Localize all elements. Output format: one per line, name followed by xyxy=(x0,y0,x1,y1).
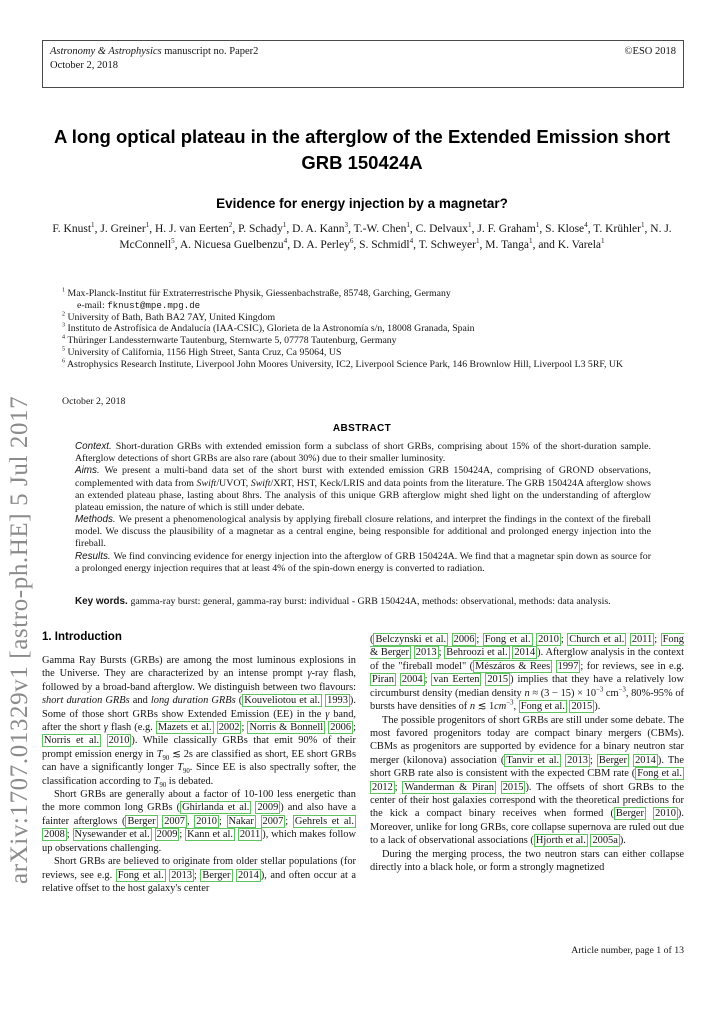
text-run: Methods. xyxy=(75,514,119,526)
affiliation-list xyxy=(62,288,670,370)
text-run: 1 xyxy=(282,221,287,230)
citation-link[interactable]: 2010 xyxy=(538,634,559,645)
text-run: −3 xyxy=(618,686,626,694)
citation-link[interactable]: 2005a xyxy=(592,835,618,847)
text-run: ) and also have a fainter afterglows ( xyxy=(42,802,356,827)
text-run: The possible progenitors of short GRBs are still under some debate. The most favored progenitors today are compact binary mergers (CBMs). CBMs as progenitors are supported by evidence for a binary neutron star merger (kilonova) association ( xyxy=(370,714,684,766)
text-run: ≲ 1 xyxy=(475,701,495,713)
affiliation-number: 5 xyxy=(62,346,66,353)
text-run xyxy=(101,735,106,746)
text-run: /XRT, HST, Keck/LRIS and data points from the literature. The GRB 150424A afterglow shows an extended plateau phase, lasting about 8hrs. The analysis of this unique GRB afterglow might shed light on the understanding of afterglow plateau emission, the nature of which is still under debate. xyxy=(75,477,651,513)
author-list xyxy=(47,221,677,254)
citation-link[interactable]: Piran xyxy=(372,674,394,686)
text-run: , 80%-95% of bursts have densities of xyxy=(370,687,684,713)
text-run: , and K. Varela xyxy=(532,239,602,252)
text-run: ; xyxy=(654,634,661,645)
text-run xyxy=(496,782,501,793)
text-run: /UVOT, xyxy=(216,477,251,489)
affiliation-line xyxy=(62,311,670,324)
paragraph xyxy=(42,855,356,895)
right-column-text xyxy=(370,633,684,875)
citation-link[interactable]: Church et al. xyxy=(569,634,625,645)
text-run: Aims. xyxy=(75,465,105,477)
abstract-body xyxy=(75,441,651,575)
citation-link[interactable]: Kann et al. xyxy=(187,829,233,841)
header-date: October 2, 2018 xyxy=(50,60,118,72)
text-run: ; for reviews, see in e.g. xyxy=(580,660,684,672)
text-run: , xyxy=(186,815,195,827)
citation-link[interactable]: Fong et al. xyxy=(117,869,164,881)
text-run: −3 xyxy=(596,686,604,694)
citation-link[interactable]: Berger xyxy=(615,808,645,820)
text-run: University of California, 1156 High Street, Santa Cruz, Ca 95064, US xyxy=(67,346,342,358)
text-run: ; xyxy=(194,869,201,881)
citation-link[interactable]: 2010 xyxy=(196,815,217,827)
paper-title: A long optical plateau in the afterglow of the Extended Emission short GRB 150424A xyxy=(53,126,671,173)
citation-link[interactable]: Nysewander et al. xyxy=(74,829,150,841)
text-run: We find convincing evidence for energy injection into the afterglow of GRB 150424A. We find that a magnetar spin down as source for a prolonged energy injection requires that at least 4% of the spin-down energy is converted to radiation. xyxy=(75,550,651,574)
text-run: Results. xyxy=(75,550,114,562)
text-run: , A. Nicuesa Guelbenzu xyxy=(174,239,284,252)
text-run: ). Moreover, unlike for long GRBs, core collapse supernova are ruled out due to a lack of observational associations ( xyxy=(370,808,684,847)
citation-link[interactable]: Fong & Berger xyxy=(370,634,684,659)
text-run: n xyxy=(469,701,476,713)
text-run: 2 xyxy=(228,221,233,230)
citation-link[interactable]: 2006 xyxy=(330,721,352,733)
text-run: , xyxy=(513,701,519,713)
citation-link[interactable]: Berger xyxy=(202,869,231,881)
affiliation-item xyxy=(62,347,670,359)
text-run: Short GRBs are believed to originate from older stellar populations (for reviews, see e.g. xyxy=(42,856,356,881)
text-run: Key words. xyxy=(75,596,131,607)
text-run: ; xyxy=(66,829,73,841)
text-run: 1 xyxy=(601,237,605,246)
citation-link[interactable]: Fong et al. xyxy=(637,768,682,780)
text-run: . Since EE is also spectrally softer, the classification according to xyxy=(42,762,356,787)
text-run: ). xyxy=(594,701,601,713)
citation-link[interactable]: 2015 xyxy=(571,701,593,713)
citation-link[interactable]: Ghirlanda et al. xyxy=(182,802,250,814)
text-run: , J. F. Graham xyxy=(471,223,536,235)
text-run: 1 xyxy=(640,221,645,230)
text-run: 1 xyxy=(529,237,533,246)
citation-link[interactable]: Belczynski et al. xyxy=(375,634,447,645)
affiliation-line xyxy=(62,346,670,359)
text-run: , D. A. Perley xyxy=(287,239,350,252)
citation-link[interactable]: 1997 xyxy=(557,660,579,672)
text-run: fknust@mpe.mpg.de xyxy=(107,299,201,311)
citation-link[interactable]: 2010 xyxy=(655,808,676,820)
affiliation-line xyxy=(62,334,670,347)
text-run: ; xyxy=(353,721,356,733)
text-run: long duration GRBs xyxy=(150,695,236,707)
citation-link[interactable]: 2008 xyxy=(44,829,65,841)
text-run: Instituto de Astrofísica de Andalucía (IAA-CSIC), Glorieta de la Astronomía s/n, 18008 Granada, Spain xyxy=(67,323,475,335)
paragraph xyxy=(42,654,356,788)
text-run: Context. xyxy=(75,441,116,452)
citation-link[interactable]: Norris & Bonnell xyxy=(249,721,324,733)
abstract-heading: ABSTRACT xyxy=(332,423,392,434)
header-left xyxy=(50,45,258,73)
affiliation-item xyxy=(62,288,670,312)
citation-link[interactable]: 2011 xyxy=(631,634,653,645)
text-run: 5 xyxy=(171,237,175,246)
citation-link[interactable]: 1993 xyxy=(327,695,348,707)
text-run: ; xyxy=(589,754,597,766)
text-run: Short GRBs are generally about a factor of 10-100 less energetic than the more common long GRBs ( xyxy=(42,789,356,814)
paragraph xyxy=(42,788,356,855)
text-run: Max-Planck-Institut für Extraterrestrische Physik, Giessenbachstraße, 85748, Garching, Germany xyxy=(67,288,451,299)
affiliation-number: 1 xyxy=(62,287,66,294)
text-run: University of Bath, Bath BA2 7AY, United Kingdom xyxy=(67,311,276,323)
citation-link[interactable]: Hjorth et al. xyxy=(535,835,586,847)
text-run: 4 xyxy=(409,237,414,246)
citation-link[interactable]: Berger xyxy=(127,815,156,827)
paragraph xyxy=(75,441,651,465)
text-run: ). Some of those short GRBs show Extended Emission (EE) in the xyxy=(42,695,356,720)
text-run: , D. A. Kann xyxy=(286,223,345,235)
text-run: gamma-ray burst: general, gamma-ray burst: individual - GRB 150424A, methods: observational, methods: data analysis. xyxy=(130,596,611,607)
text-run: ≲ 2s are classified as short, EE short GRBs can have a significantly longer xyxy=(42,748,356,774)
citation-link[interactable]: Fong et al. xyxy=(484,634,531,645)
text-run: γ xyxy=(307,668,312,680)
paragraph xyxy=(75,465,651,514)
citation-link[interactable]: Berger xyxy=(598,754,628,766)
affiliation-item xyxy=(62,323,670,335)
citation-link[interactable]: 2006 xyxy=(453,634,475,645)
text-run: T xyxy=(153,775,160,787)
paragraph xyxy=(370,714,684,848)
citation-link[interactable]: 2009 xyxy=(156,829,178,841)
text-run: short duration GRBs xyxy=(42,695,130,707)
text-run: ). While classically GRBs that emit 90% of their prompt emission energy in xyxy=(42,735,356,760)
left-column-text xyxy=(42,654,356,896)
citation-link[interactable]: Gehrels et al. xyxy=(294,815,354,827)
text-run: γ xyxy=(325,708,330,720)
text-run: ; xyxy=(285,815,293,827)
citation-link[interactable]: 2014 xyxy=(238,869,259,881)
citation-link[interactable]: Nakar xyxy=(228,815,254,827)
paper-subtitle: Evidence for energy injection by a magnetar? xyxy=(216,196,508,211)
paragraph xyxy=(75,514,651,551)
text-run: ; xyxy=(241,721,248,733)
text-run: F. Knust xyxy=(52,223,92,235)
citation-link[interactable]: 2013 xyxy=(171,869,193,881)
text-run: γ xyxy=(103,721,108,733)
text-run: ), and often occur at a relative offset to the host galaxy's center xyxy=(42,869,356,894)
eso-copyright: ©ESO 2018 xyxy=(624,46,676,57)
affiliation-number: 6 xyxy=(62,358,66,365)
text-run xyxy=(256,816,261,827)
text-run: 6 xyxy=(349,237,354,246)
text-run: Astrophysics Research Institute, Liverpool John Moores University, IC2, Liverpool Science Park, 146 Brownlow Hill, Liverpool L3 5RF, UK xyxy=(66,358,624,370)
text-run: , H. J. van Eerten xyxy=(149,223,229,235)
citation-link[interactable]: 2014 xyxy=(514,647,536,659)
text-run: 1 xyxy=(91,221,95,230)
affiliation-number: 3 xyxy=(62,323,66,330)
right-column xyxy=(370,630,684,946)
citation-link[interactable]: 2014 xyxy=(635,754,656,766)
text-run: ; xyxy=(560,634,568,645)
affiliation-item xyxy=(62,359,670,371)
text-run: Short-duration GRBs with extended emission form a subclass of short GRBs, comprising about 15% of the short-duration sample. Afterglow detections of short GRBs are also rare (about 30%) due to their smaller luminosity. xyxy=(75,441,651,465)
citation-link[interactable]: 2007 xyxy=(262,815,284,827)
text-run: 90 xyxy=(162,754,170,762)
text-run: ; xyxy=(218,815,227,827)
submission-date: October 2, 2018 xyxy=(62,396,126,407)
text-run: 4 xyxy=(283,237,288,246)
page-number: Article number, page 1 of 13 xyxy=(571,945,684,956)
text-run: During the merging process, the two neutron stars can either collapse directly into a black hole, or form a strongly magnetized xyxy=(370,848,684,874)
text-run: ; xyxy=(438,647,445,659)
citation-link[interactable]: 2013 xyxy=(567,754,588,766)
text-run: 1 xyxy=(535,221,540,230)
text-run: flash (e.g. xyxy=(107,721,156,733)
citation-link[interactable]: Mészáros & Rees xyxy=(475,660,551,672)
left-column xyxy=(42,630,356,946)
citation-link[interactable]: Kouveliotou et al. xyxy=(244,695,320,707)
text-run: 1 xyxy=(468,221,472,230)
text-run: , T. Krühler xyxy=(587,223,641,235)
affiliation-item xyxy=(62,335,670,347)
text-run: , S. Schmidl xyxy=(353,239,410,252)
citation-link[interactable]: Behroozi et al. xyxy=(446,647,508,659)
manuscript-header xyxy=(42,40,684,88)
arxiv-watermark[interactable]: arXiv:1707.01329v1 [astro-ph.HE] 5 Jul 2017 xyxy=(6,395,33,884)
text-run: We present a multi-band data set of the short burst with extended emission GRB 150424A, comprising of GROND observations, complemented with data from xyxy=(75,465,651,489)
manuscript-line xyxy=(50,45,258,59)
text-run: ). xyxy=(619,835,626,847)
text-run: ≈ (3 − 15) × 10 xyxy=(529,687,597,699)
citation-link[interactable]: 2002 xyxy=(218,721,240,733)
text-run: cm xyxy=(603,687,619,699)
paragraph xyxy=(370,848,684,875)
text-run: −3 xyxy=(506,699,514,707)
text-run: ( xyxy=(370,634,374,645)
text-run: and xyxy=(129,695,151,707)
affiliation-line xyxy=(62,358,670,371)
text-run: , T.-W. Chen xyxy=(348,223,407,235)
citation-link[interactable]: 2015 xyxy=(487,674,509,686)
paragraph xyxy=(75,551,651,575)
citation-link[interactable]: 2015 xyxy=(502,781,524,793)
citation-link[interactable]: Wanderman & Piran xyxy=(404,781,494,793)
text-run: -ray flash, followed by a broad-band afterglow. We distinguish between two flavours: xyxy=(42,668,356,693)
text-run: 90 xyxy=(182,768,190,776)
citation-link[interactable]: Fong et al. xyxy=(520,701,565,713)
text-run: , T. Schweyer xyxy=(413,239,476,252)
text-run: ). The short GRB rate also is consistent with the expected CBM rate ( xyxy=(370,754,684,780)
body-columns xyxy=(42,630,684,946)
affiliation-number: 4 xyxy=(62,334,66,341)
affiliation-line xyxy=(77,300,670,312)
affiliation-item xyxy=(62,312,670,324)
text-run: , M. Tanga xyxy=(479,239,529,252)
text-run: , N. J. McConnell xyxy=(119,223,672,252)
citation-link[interactable]: 2013 xyxy=(415,647,437,659)
text-run: T xyxy=(156,748,163,760)
text-run: 1 xyxy=(475,237,480,246)
citation-link[interactable]: 2004 xyxy=(401,674,423,686)
text-run: 1 xyxy=(406,221,410,230)
text-run: We present a phenomenological analysis by applying fireball closure relations, and interpret the findings in the context of the fireball model. We discuss the plausibility of a magnetar as a central engine, being responsible for additional and prolonged energy injection into the fireball. xyxy=(75,514,651,550)
manuscript-no: manuscript no. Paper2 xyxy=(161,46,259,57)
citation-link[interactable]: 2010 xyxy=(108,735,130,747)
text-run: 4 xyxy=(584,221,588,230)
citation-link[interactable]: van Eerten xyxy=(433,674,480,686)
text-run: band, after the short xyxy=(42,708,356,733)
text-run: ( xyxy=(235,695,243,707)
citation-link[interactable]: 2007 xyxy=(164,815,185,827)
text-run: n xyxy=(524,687,530,699)
citation-link[interactable]: Mazets et al. xyxy=(157,721,212,733)
citation-link[interactable]: 2009 xyxy=(257,802,279,814)
text-run: ; xyxy=(476,634,483,645)
citation-link[interactable]: 2012 xyxy=(372,781,393,793)
affiliation-line xyxy=(62,287,670,300)
text-run: ; xyxy=(394,781,403,793)
text-run: cm xyxy=(494,701,507,713)
citation-link[interactable]: Norris et al. xyxy=(44,735,100,747)
text-run: ). The offsets of short GRBs to the center of their host galaxies correspond with the theoretical predictions for the kick a compact binary receives when formed ( xyxy=(370,781,684,820)
text-run: ; xyxy=(424,674,432,686)
text-run: Gamma Ray Bursts (GRBs) are among the most luminous explosions in the Universe. They are characterized by an intense prompt xyxy=(42,654,356,680)
text-run: ) implies that they have a relatively low circumburst density (median density xyxy=(370,674,684,699)
text-run: ). Afterglow analysis in the context of the "fireball model" ( xyxy=(370,647,684,672)
text-run: , C. Delvaux xyxy=(409,223,469,235)
affiliation-number: 2 xyxy=(62,311,66,318)
text-run: ), which makes follow up observations challenging. xyxy=(42,829,356,854)
text-run: ; xyxy=(179,829,186,841)
section-1-heading: 1. Introduction xyxy=(42,631,122,643)
citation-link[interactable]: 2011 xyxy=(239,829,261,841)
text-run: Thüringer Landessternwarte Tautenburg, Sternwarte 5, 07778 Tautenburg, Germany xyxy=(67,335,397,347)
text-run: 90 xyxy=(159,781,167,789)
text-run: 3 xyxy=(344,221,349,230)
text-run: Swift xyxy=(196,477,217,489)
text-run: , J. Greiner xyxy=(94,223,146,235)
text-run: is debated. xyxy=(166,775,214,787)
journal-name: Astronomy & Astrophysics xyxy=(50,46,162,57)
text-run: , P. Schady xyxy=(232,223,283,235)
text-run: Swift xyxy=(250,477,271,489)
text-run: , S. Klose xyxy=(539,223,585,235)
text-run: e-mail: xyxy=(77,299,108,311)
paragraph xyxy=(370,633,684,714)
text-run: T xyxy=(177,762,183,774)
citation-link[interactable]: Tanvir et al. xyxy=(506,754,560,766)
keywords-line xyxy=(75,596,655,608)
affiliation-line xyxy=(62,323,670,335)
text-run: 1 xyxy=(145,221,150,230)
